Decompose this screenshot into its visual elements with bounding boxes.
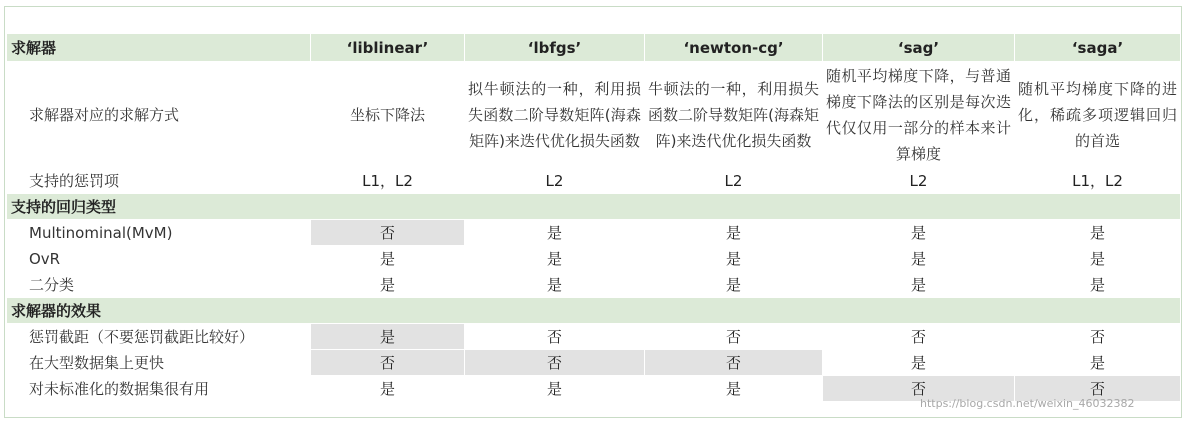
table-cell: 是: [311, 272, 465, 298]
row-label: 在大型数据集上更快: [7, 350, 311, 376]
header-solver-saga: ‘saga’: [1015, 34, 1181, 62]
table-cell: 是: [465, 246, 645, 272]
header-solver-liblinear: ‘liblinear’: [311, 34, 465, 62]
table-cell: L1，L2: [311, 168, 465, 194]
header-label: 求解器: [7, 34, 311, 62]
solver-comparison-table: [6, 33, 1181, 402]
row-label: 支持的惩罚项: [7, 168, 311, 194]
table-cell: 否: [311, 220, 465, 246]
table-cell: L2: [645, 168, 823, 194]
table-row: [7, 272, 1181, 298]
table-cell: 否: [465, 324, 645, 350]
table-cell: 是: [1015, 272, 1181, 298]
header-row: [7, 34, 1181, 62]
table-cell: 是: [465, 376, 645, 402]
table-cell: 是: [823, 272, 1015, 298]
table-cell: 是: [311, 324, 465, 350]
table-cell: 否: [1015, 324, 1181, 350]
table-cell: L2: [465, 168, 645, 194]
header-solver-sag: ‘sag’: [823, 34, 1015, 62]
table-cell: 牛顿法的一种，利用损失函数二阶导数矩阵(海森矩阵)来迭代优化损失函数: [645, 62, 823, 168]
table-cell: 是: [311, 246, 465, 272]
table-row: [7, 350, 1181, 376]
row-label: Multinominal(MvM): [7, 220, 311, 246]
table-cell: 是: [465, 272, 645, 298]
table-cell: 是: [645, 246, 823, 272]
table-cell: 是: [1015, 350, 1181, 376]
table-cell: 是: [1015, 246, 1181, 272]
watermark-url: https://blog.csdn.net/weixin_46032382: [920, 397, 1135, 410]
table-cell: 是: [823, 246, 1015, 272]
table-cell: 否: [645, 350, 823, 376]
table-cell: 随机平均梯度下降，与普通梯度下降法的区别是每次迭代仅仅用一部分的样本来计算梯度: [823, 62, 1015, 168]
table-row: [7, 324, 1181, 350]
row-label: 惩罚截距（不要惩罚截距比较好）: [7, 324, 311, 350]
table-cell: L2: [823, 168, 1015, 194]
table-cell: 是: [311, 376, 465, 402]
table-cell: 否: [1015, 376, 1181, 402]
table-cell: 否: [311, 350, 465, 376]
header-solver-newton-cg: ‘newton-cg’: [645, 34, 823, 62]
table-cell: 否: [465, 350, 645, 376]
penalty-row: [7, 168, 1181, 194]
table-cell: 随机平均梯度下降的进化，稀疏多项逻辑回归的首选: [1015, 62, 1181, 168]
table-row: [7, 220, 1181, 246]
section-title: 支持的回归类型: [7, 194, 1181, 220]
table-cell: 否: [823, 376, 1015, 402]
header-solver-lbfgs: ‘lbfgs’: [465, 34, 645, 62]
table-cell: 坐标下降法: [311, 62, 465, 168]
description-row: [7, 62, 1181, 168]
table-cell: 是: [645, 272, 823, 298]
table-cell: L1，L2: [1015, 168, 1181, 194]
row-label: OvR: [7, 246, 311, 272]
table-cell: 是: [465, 220, 645, 246]
section-header-regression: [7, 194, 1181, 220]
table-cell: 否: [645, 324, 823, 350]
row-label: 对未标准化的数据集很有用: [7, 376, 311, 402]
section-header-effect: [7, 298, 1181, 324]
row-label: 二分类: [7, 272, 311, 298]
table-cell: 是: [823, 220, 1015, 246]
table-cell: 拟牛顿法的一种，利用损失函数二阶导数矩阵(海森矩阵)来迭代优化损失函数: [465, 62, 645, 168]
table-cell: 是: [823, 350, 1015, 376]
table-row: [7, 246, 1181, 272]
table-cell: 是: [1015, 220, 1181, 246]
row-label: 求解器对应的求解方式: [7, 62, 311, 168]
table-cell: 是: [645, 376, 823, 402]
table-cell: 是: [645, 220, 823, 246]
section-title: 求解器的效果: [7, 298, 1181, 324]
table-cell: 否: [823, 324, 1015, 350]
